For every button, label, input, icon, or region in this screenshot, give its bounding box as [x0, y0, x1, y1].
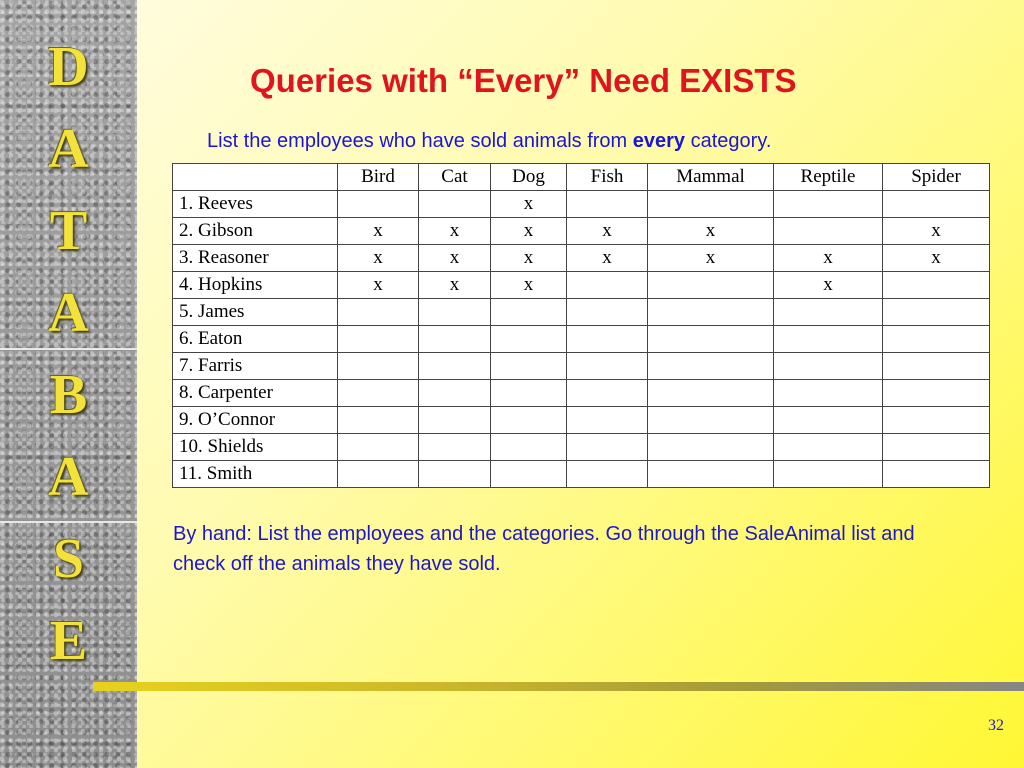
- category-mark-cell: x: [567, 218, 648, 245]
- category-mark-cell: x: [419, 245, 491, 272]
- subtitle-text: List the employees who have sold animals from: [207, 130, 633, 152]
- category-mark-cell: [491, 380, 567, 407]
- category-mark-cell: [338, 380, 419, 407]
- employee-name-cell: 2. Gibson: [173, 218, 338, 245]
- category-mark-cell: [883, 434, 990, 461]
- column-header-reptile: Reptile: [774, 164, 883, 191]
- category-mark-cell: [648, 353, 774, 380]
- employee-name-cell: 8. Carpenter: [173, 380, 338, 407]
- category-mark-cell: x: [648, 218, 774, 245]
- category-mark-cell: [419, 434, 491, 461]
- subtitle-emphasis: every: [632, 130, 686, 152]
- category-mark-cell: [491, 299, 567, 326]
- category-mark-cell: [567, 407, 648, 434]
- category-mark-cell: [567, 272, 648, 299]
- table-row: [173, 461, 990, 488]
- category-mark-cell: [648, 326, 774, 353]
- category-mark-cell: [774, 326, 883, 353]
- category-mark-cell: [883, 461, 990, 488]
- column-header-fish: Fish: [567, 164, 648, 191]
- category-mark-cell: [338, 407, 419, 434]
- table-row: [173, 434, 990, 461]
- sidebar-letter: E: [49, 610, 88, 672]
- sidebar-letter: D: [48, 36, 89, 98]
- category-mark-cell: [419, 191, 491, 218]
- table-row: [173, 326, 990, 353]
- sidebar-letter: A: [48, 118, 89, 180]
- category-mark-cell: [774, 353, 883, 380]
- category-mark-cell: [883, 407, 990, 434]
- column-header-cat: Cat: [419, 164, 491, 191]
- category-mark-cell: [648, 407, 774, 434]
- category-mark-cell: x: [491, 191, 567, 218]
- category-mark-cell: [883, 191, 990, 218]
- category-mark-cell: [419, 326, 491, 353]
- category-mark-cell: [338, 434, 419, 461]
- employee-category-table: [172, 163, 990, 488]
- category-mark-cell: [883, 380, 990, 407]
- footer-rule: [93, 682, 1024, 691]
- table-row: [173, 407, 990, 434]
- category-mark-cell: x: [338, 245, 419, 272]
- table-row: [173, 218, 990, 245]
- category-mark-cell: [883, 353, 990, 380]
- table-row: [173, 353, 990, 380]
- employee-name-cell: 9. O’Connor: [173, 407, 338, 434]
- employee-name-cell: 7. Farris: [173, 353, 338, 380]
- category-mark-cell: x: [338, 218, 419, 245]
- sidebar-letters: [0, 26, 137, 682]
- category-mark-cell: [491, 326, 567, 353]
- sidebar-letter: A: [48, 282, 89, 344]
- table-row: [173, 191, 990, 218]
- employee-name-cell: 11. Smith: [173, 461, 338, 488]
- sidebar-letter: T: [49, 200, 88, 262]
- category-mark-cell: [491, 407, 567, 434]
- subtitle-text-end: category.: [685, 130, 772, 152]
- category-mark-cell: [567, 191, 648, 218]
- table-row: [173, 272, 990, 299]
- sidebar-letter: A: [48, 446, 89, 508]
- category-mark-cell: [774, 191, 883, 218]
- employee-name-cell: 4. Hopkins: [173, 272, 338, 299]
- category-mark-cell: [883, 326, 990, 353]
- category-mark-cell: [774, 218, 883, 245]
- category-mark-cell: [567, 434, 648, 461]
- category-mark-cell: [491, 434, 567, 461]
- category-mark-cell: [338, 191, 419, 218]
- employee-name-cell: 3. Reasoner: [173, 245, 338, 272]
- category-mark-cell: x: [883, 245, 990, 272]
- column-header-bird: Bird: [338, 164, 419, 191]
- category-mark-cell: [567, 461, 648, 488]
- category-mark-cell: [567, 380, 648, 407]
- category-mark-cell: [883, 272, 990, 299]
- category-mark-cell: x: [774, 245, 883, 272]
- category-mark-cell: x: [419, 272, 491, 299]
- category-mark-cell: [338, 326, 419, 353]
- employee-name-cell: 1. Reeves: [173, 191, 338, 218]
- column-header-mammal: Mammal: [648, 164, 774, 191]
- category-mark-cell: [648, 299, 774, 326]
- sidebar-letter: S: [52, 528, 85, 590]
- category-mark-cell: [338, 299, 419, 326]
- category-mark-cell: [774, 407, 883, 434]
- category-mark-cell: [419, 353, 491, 380]
- category-mark-cell: [419, 407, 491, 434]
- sidebar-letter: B: [49, 364, 88, 426]
- column-header-employee: [173, 164, 338, 191]
- category-mark-cell: [419, 461, 491, 488]
- category-mark-cell: [774, 380, 883, 407]
- slide-title: Queries with “Every” Need EXISTS: [250, 62, 797, 99]
- category-mark-cell: [648, 461, 774, 488]
- category-mark-cell: [491, 461, 567, 488]
- page-number: 32: [988, 717, 1004, 734]
- category-mark-cell: x: [491, 272, 567, 299]
- table-row: [173, 299, 990, 326]
- category-mark-cell: x: [419, 218, 491, 245]
- category-mark-cell: [419, 380, 491, 407]
- category-mark-cell: x: [774, 272, 883, 299]
- category-mark-cell: [774, 299, 883, 326]
- category-mark-cell: x: [338, 272, 419, 299]
- category-mark-cell: [774, 434, 883, 461]
- category-mark-cell: x: [567, 245, 648, 272]
- employee-name-cell: 5. James: [173, 299, 338, 326]
- category-mark-cell: [338, 461, 419, 488]
- category-mark-cell: [491, 353, 567, 380]
- table-header-row: [173, 164, 990, 191]
- category-mark-cell: [648, 434, 774, 461]
- category-mark-cell: [567, 353, 648, 380]
- employee-name-cell: 10. Shields: [173, 434, 338, 461]
- category-mark-cell: [419, 299, 491, 326]
- column-header-dog: Dog: [491, 164, 567, 191]
- table-row: [173, 245, 990, 272]
- category-mark-cell: [567, 326, 648, 353]
- table-body: [173, 191, 990, 488]
- category-mark-cell: [648, 191, 774, 218]
- category-mark-cell: x: [491, 218, 567, 245]
- category-mark-cell: [774, 461, 883, 488]
- instruction-note: By hand: List the employees and the categories. Go through the SaleAnimal list and check off the animals they have sold.: [173, 523, 915, 575]
- category-mark-cell: [883, 299, 990, 326]
- category-mark-cell: [648, 272, 774, 299]
- database-sidebar: [0, 0, 137, 768]
- employee-name-cell: 6. Eaton: [173, 326, 338, 353]
- category-mark-cell: x: [648, 245, 774, 272]
- category-mark-cell: x: [491, 245, 567, 272]
- category-mark-cell: x: [883, 218, 990, 245]
- table-row: [173, 380, 990, 407]
- column-header-spider: Spider: [883, 164, 990, 191]
- category-mark-cell: [648, 380, 774, 407]
- slide-subtitle: [207, 130, 771, 153]
- category-mark-cell: [338, 353, 419, 380]
- category-mark-cell: [567, 299, 648, 326]
